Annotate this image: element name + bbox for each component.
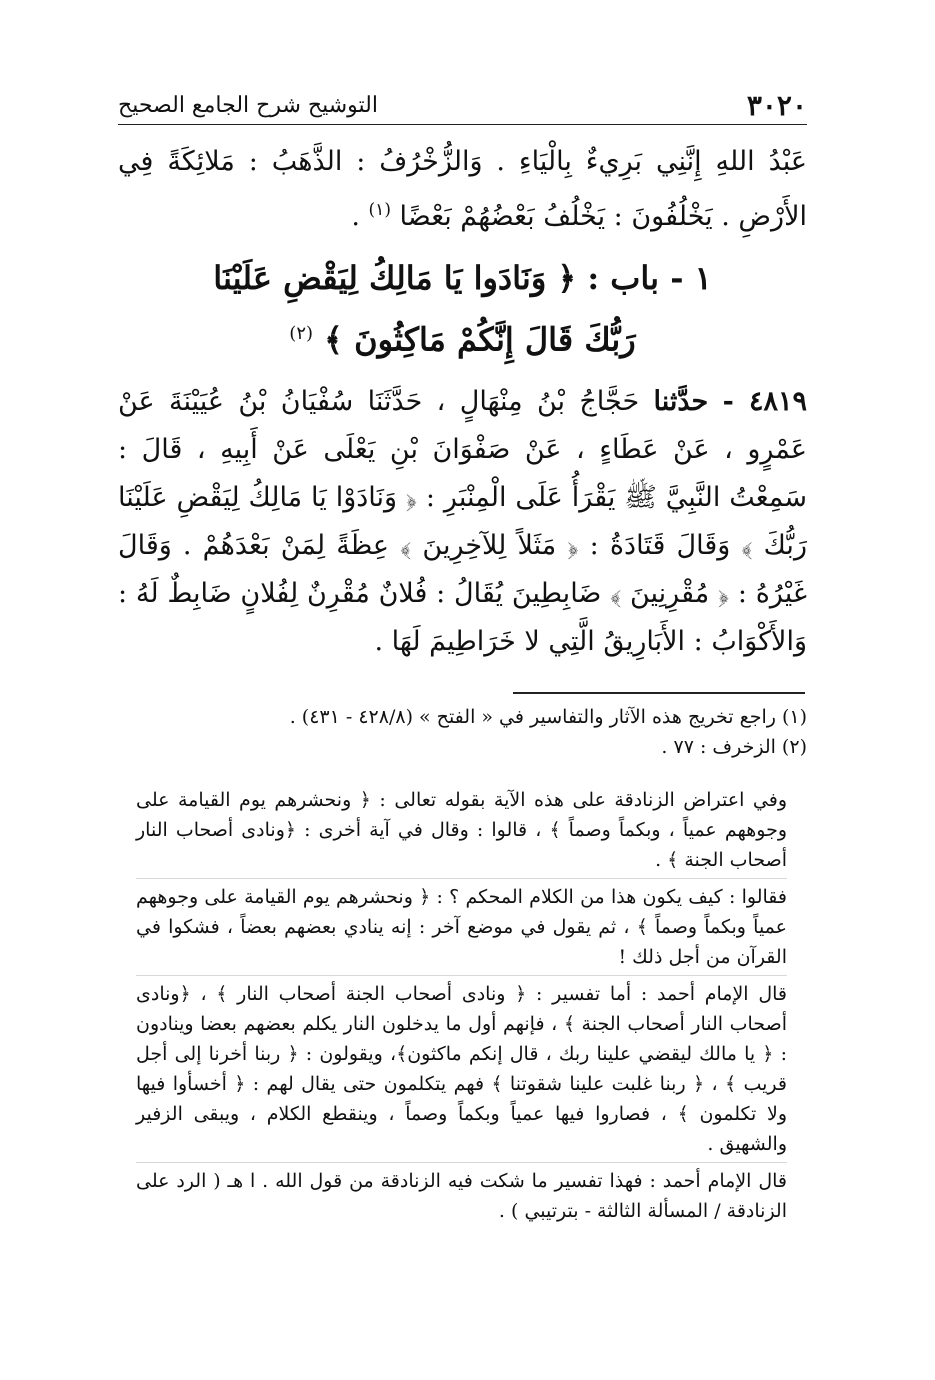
footnote-divider	[513, 692, 805, 694]
book-title: التوشيح شرح الجامع الصحيح	[118, 93, 378, 118]
intro-paragraph	[118, 138, 807, 241]
intro-line-2: الأَرْضِ . يَخْلُفُونَ : يَخْلُفُ بَعْضُهُمْ بَعْضًا	[399, 201, 807, 232]
note-paragraph: قال الإمام أحمد : أما تفسير : ﴿ ونادى أصحاب الجنة أصحاب النار ﴾ ، ﴿ونادى أصحاب النار أصحاب الجنة ﴾ ، فإنهم أول ما يدخلون النار يكلم بعضهم بعضا وينادون : ﴿ يا مالك ليقضي علينا ربك ، قال إنكم ماكثون﴾، ويقولون : ﴿ ربنا أخرنا إلى أجل قريب ﴾ ، ﴿ ربنا غلبت علينا شقوتنا ﴾ فهم يتكلمون حتى يقال لهم : ﴿ أخسأوا فيها ولا تكلمون ﴾ ، فصاروا فيها عمياً وبكماً وصماً ، وينقطع الكلام ، ويبقى الزفير والشهيق .	[136, 975, 787, 1162]
note-paragraph: وفي اعتراض الزنادقة على هذه الآية بقوله تعالى : ﴿ ونحشرهم يوم القيامة على وجوههم عمياً ، وبكماً وصماً ﴾ ، قالوا : وقال في آية أخرى : ﴿ونادى أصحاب النار أصحاب الجنة ﴾ .	[136, 789, 787, 871]
intro-end-dot: .	[351, 201, 360, 232]
intro-line-1: عَبْدُ اللهِ إِنَّنِي بَرِيءٌ بِالْيَاءِ . وَالزُّخْرُفُ : الذَّهَبُ : مَلائِكَةً فِي	[118, 146, 807, 177]
footnote-1: (١) راجع تخريج هذه الآثار والتفاسير في « الفتح » (٤٢٨/٨ - ٤٣١) .	[289, 706, 807, 728]
hadith-text: حَجَّاجُ بْنُ مِنْهَالٍ ، حَدَّثَنَا سُفْيَانُ بْنُ عُيَيْنَةَ عَنْ عَمْرٍو ، عَنْ عَطَاءٍ ، عَنْ صَفْوَانَ بْنِ يَعْلَى عَنْ أَبِيهِ ، قَالَ : سَمِعْتُ النَّبِيَّ ﷺ يَقْرَأُ عَلَى الْمِنْبَرِ : ﴿ وَنَادَوْا يَا مَالِكُ لِيَقْضِ عَلَيْنَا رَبُّكَ ﴾ وَقَالَ قَتَادَةُ : ﴿ مَثَلاً لِلآخِرِينَ ﴾ عِظَةً لِمَنْ بَعْدَهُمْ . وَقَالَ غَيْرُهُ : ﴿ مُقْرِنِينَ ﴾ ضَابِطِينَ يُقَالُ : فُلانٌ مُقْرِنٌ لِفُلانٍ ضَابِطٌ لَهُ : وَالأَكْوَابُ : الأَبَارِيقُ الَّتِي لا خَرَاطِيمَ لَهَا .	[118, 386, 807, 657]
footnote-2: (٢) الزخرف : ٧٧ .	[661, 736, 807, 758]
chapter-heading-line-1: ١ - باب : ﴿ وَنَادَوا يَا مَالِكُ لِيَقْضِ عَلَيْنَا	[213, 259, 712, 297]
note-paragraph: فقالوا : كيف يكون هذا من الكلام المحكم ؟ : ﴿ ونحشرهم يوم القيامة على وجوههم عمياً وبكماً وصماً ﴾ ، ثم يقول في موضع آخر : إنه ينادي بعضهم بعضاً ، فشكوا في القرآن من أجل ذلك !	[136, 878, 787, 975]
note-paragraph: قال الإمام أحمد : فهذا تفسير ما شكت فيه الزنادقة من قول الله . ا هـ ( الرد على الزنادقة / المسألة الثالثة - بترتيبي ) .	[136, 1162, 787, 1229]
hadith-number: ٤٨١٩ -	[722, 386, 807, 417]
chapter-heading	[118, 250, 807, 368]
commentary-notes	[136, 782, 787, 1229]
page-number: ٣٠٢٠	[746, 89, 807, 122]
page-header	[118, 84, 807, 125]
hadith-lead: حدَّثنا	[653, 386, 709, 417]
footnotes	[118, 704, 807, 764]
chapter-heading-line-2: رَبُّكَ قَالَ إِنَّكُمْ مَاكِثُونَ ﴾	[324, 320, 636, 359]
intro-footnote-mark: (١)	[368, 200, 391, 220]
chapter-heading-line-2-wrap	[118, 306, 807, 368]
hadith-paragraph	[118, 378, 807, 666]
chapter-footnote-mark: (٢)	[289, 323, 314, 344]
